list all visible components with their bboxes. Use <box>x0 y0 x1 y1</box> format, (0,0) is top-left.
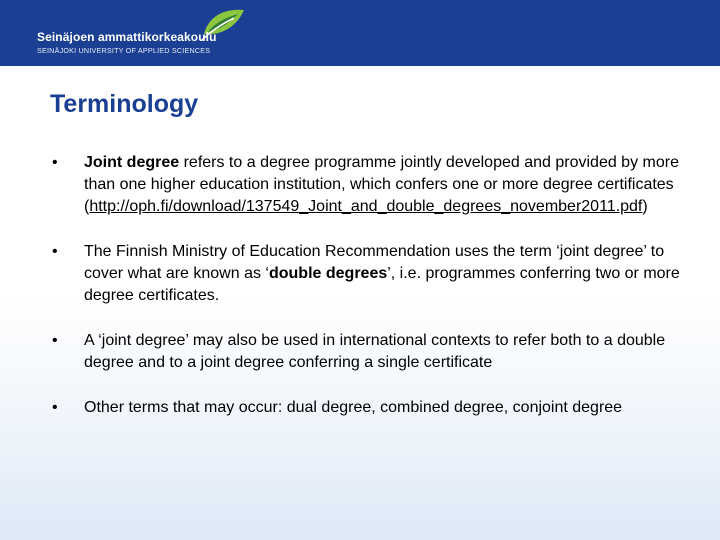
org-name: Seinäjoen ammattikorkeakoulu <box>37 30 217 44</box>
bullet-text: ) <box>642 198 648 215</box>
bullet-marker: • <box>52 399 58 416</box>
bullet-text: refers to a degree programme jointly developed and provided by more than one higher education institution, which confers one or more degree certificates ( <box>84 154 679 215</box>
bullet-text: ’, i.e. programmes conferring two or more degree certificates. <box>84 265 680 304</box>
bullet-marker: • <box>52 154 58 171</box>
bullet-item <box>52 330 692 374</box>
header-bar <box>0 0 720 66</box>
bullet-item <box>52 397 692 419</box>
source-link[interactable]: http://oph.fi/download/137549_Joint_and_double_degrees_november2011.pdf <box>89 198 643 215</box>
bullet-marker: • <box>52 243 58 260</box>
org-subtitle: SEINÄJOKI UNIVERSITY OF APPLIED SCIENCES <box>37 46 211 55</box>
bullet-text: Other terms that may occur: dual degree, combined degree, conjoint degree <box>84 399 623 416</box>
term-double-degrees: double degrees <box>268 265 388 282</box>
bullet-item <box>52 152 692 218</box>
bullet-item <box>52 241 692 307</box>
slide-title: Terminology <box>50 90 199 118</box>
bullet-list <box>52 152 692 419</box>
bullet-text: The Finnish Ministry of Education Recommendation uses the term ‘joint degree’ to cover what are known as ‘ <box>84 243 665 282</box>
term-joint-degree: Joint degree <box>84 154 180 171</box>
bullet-marker: • <box>52 332 58 349</box>
bullet-text: A ‘joint degree’ may also be used in international contexts to refer both to a double degree and to a joint degree conferring a single certificate <box>84 332 666 371</box>
